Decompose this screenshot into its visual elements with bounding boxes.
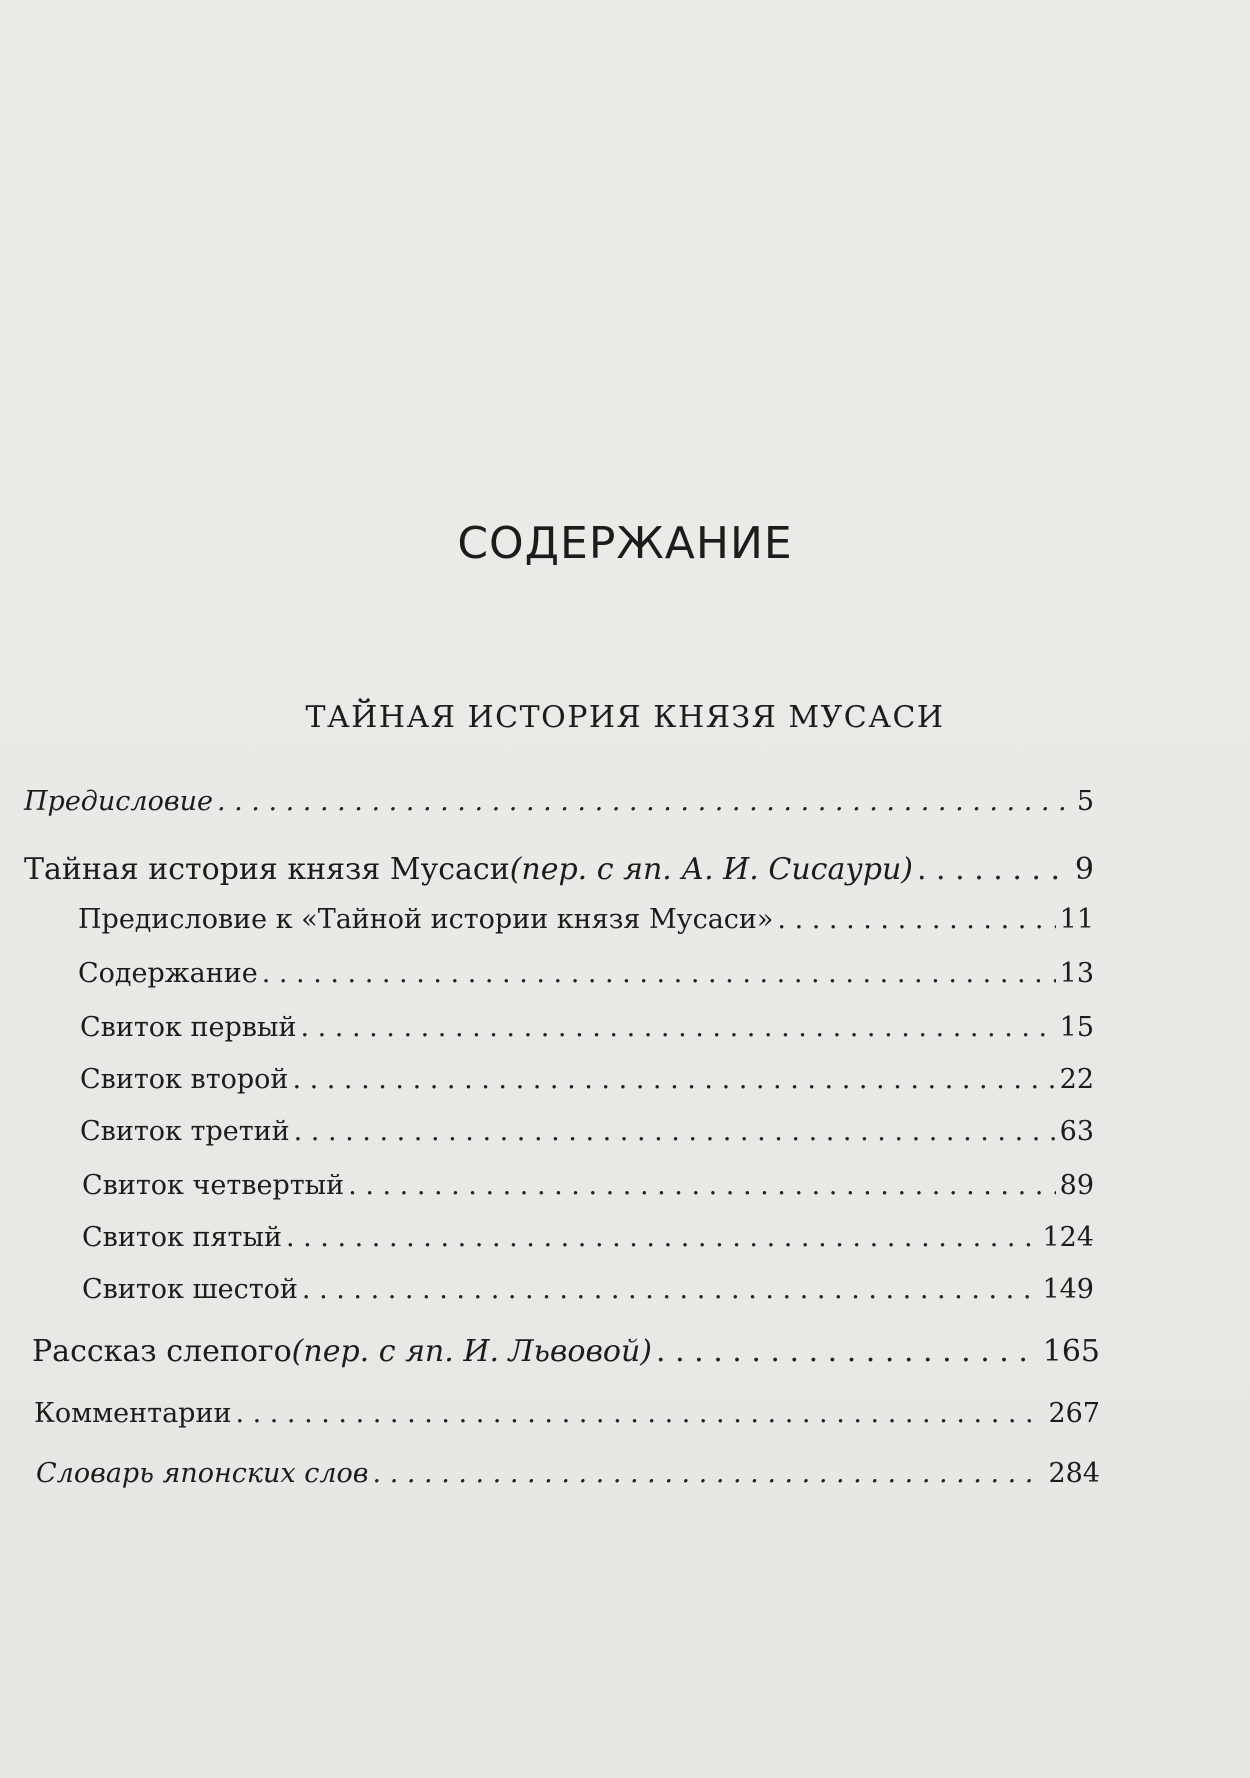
toc-entry-page: 11 — [1059, 904, 1094, 935]
toc-entry-page: 5 — [1076, 786, 1094, 817]
toc-entry-contents — [78, 958, 1094, 989]
leader-dots — [300, 1012, 1055, 1043]
leader-dots — [917, 852, 1071, 887]
toc-entry-page: 165 — [1042, 1334, 1100, 1369]
leader-dots — [235, 1398, 1044, 1429]
toc-entry-page: 22 — [1059, 1064, 1094, 1095]
leader-dots — [373, 1458, 1045, 1489]
toc-entry-title: Свиток пятый — [82, 1222, 282, 1253]
toc-entry-title: Рассказ слепого — [32, 1334, 292, 1369]
toc-entry-translator: (пер. с яп. А. И. Сисаури) — [509, 852, 913, 887]
toc-entry-title: Содержание — [78, 958, 258, 989]
leader-dots — [656, 1334, 1039, 1369]
toc-entry-preface — [24, 786, 1094, 817]
toc-entry-page: 63 — [1059, 1116, 1094, 1147]
toc-entry-scroll-4 — [82, 1170, 1094, 1201]
toc-entry-page: 15 — [1059, 1012, 1094, 1043]
leader-dots — [217, 786, 1073, 817]
toc-entry-page: 13 — [1059, 958, 1094, 989]
toc-entry-title: Словарь японских слов — [36, 1458, 369, 1489]
toc-entry-title: Тайная история князя Мусаси — [24, 852, 510, 887]
toc-entry-page: 267 — [1048, 1398, 1100, 1429]
toc-entry-translator: (пер. с яп. И. Львовой) — [291, 1334, 652, 1369]
toc-entry-title: Свиток третий — [80, 1116, 290, 1147]
toc-entry-scroll-1 — [80, 1012, 1094, 1043]
toc-entry-scroll-3 — [80, 1116, 1094, 1147]
toc-entry-title: Свиток шестой — [82, 1274, 298, 1305]
toc-entry-title: Предисловие к «Тайной истории князя Мусаси» — [78, 904, 774, 935]
toc-heading: СОДЕРЖАНИЕ — [457, 518, 793, 569]
toc-entry-page: 124 — [1042, 1222, 1094, 1253]
leader-dots — [292, 1064, 1055, 1095]
leader-dots — [348, 1170, 1055, 1201]
toc-entry-page: 9 — [1074, 852, 1094, 887]
book-title: ТАЙНАЯ ИСТОРИЯ КНЯЗЯ МУСАСИ — [305, 700, 945, 735]
toc-entry-commentary — [34, 1398, 1100, 1429]
leader-dots — [286, 1222, 1038, 1253]
toc-entry-scroll-2 — [80, 1064, 1094, 1095]
toc-entry-blind-man-tale — [32, 1334, 1100, 1369]
toc-entry-scroll-5 — [82, 1222, 1094, 1253]
toc-entry-page: 89 — [1059, 1170, 1094, 1201]
toc-entry-main-story — [24, 852, 1094, 887]
toc-entry-page: 149 — [1042, 1274, 1094, 1305]
toc-entry-glossary — [36, 1458, 1100, 1489]
toc-entry-page: 284 — [1048, 1458, 1100, 1489]
toc-entry-scroll-6 — [82, 1274, 1094, 1305]
toc-entry-title: Свиток четвертый — [82, 1170, 345, 1201]
toc-entry-title: Предисловие — [24, 786, 213, 817]
leader-dots — [302, 1274, 1039, 1305]
toc-entry-foreword — [78, 904, 1094, 935]
toc-entry-title: Свиток первый — [80, 1012, 297, 1043]
toc-entry-title: Свиток второй — [80, 1064, 289, 1095]
toc-entry-title: Комментарии — [34, 1398, 232, 1429]
leader-dots — [262, 958, 1056, 989]
leader-dots — [777, 904, 1055, 935]
leader-dots — [294, 1116, 1056, 1147]
